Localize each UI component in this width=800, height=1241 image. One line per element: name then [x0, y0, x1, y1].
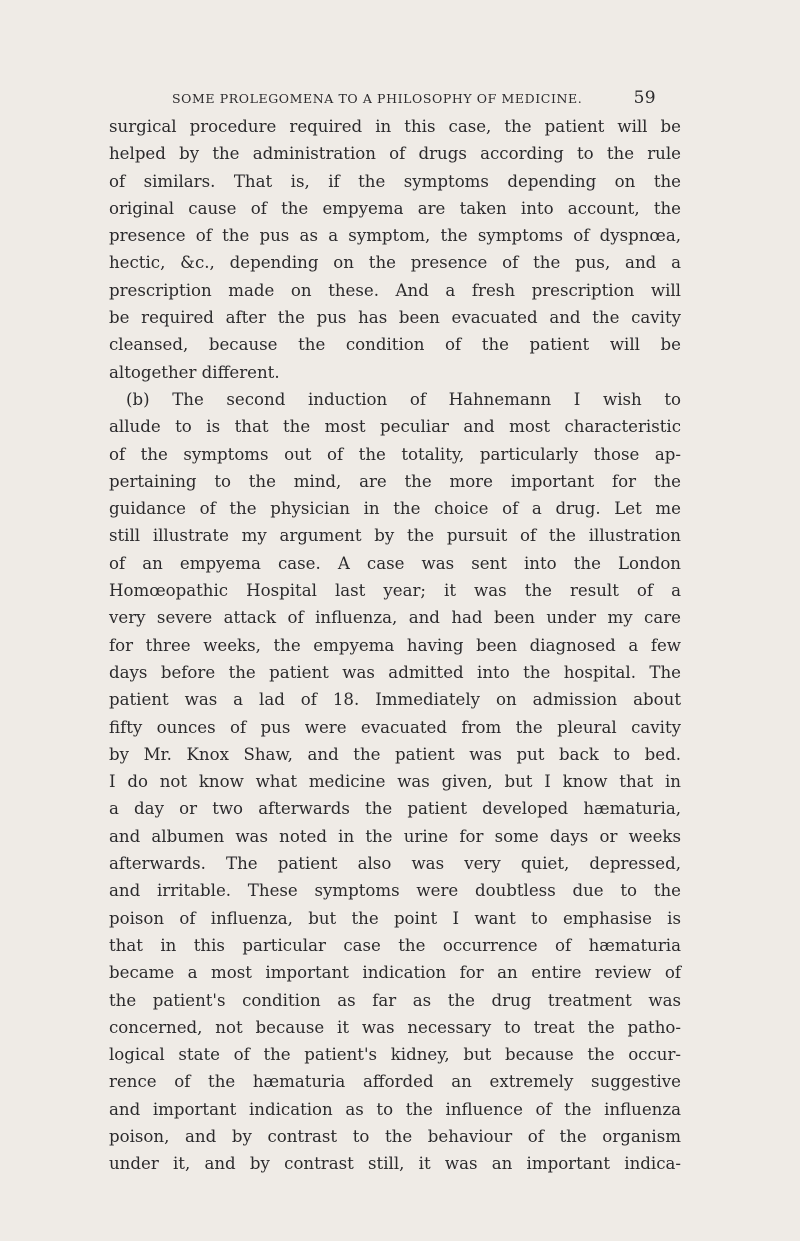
text-line: altogether different.	[109, 362, 280, 382]
text-line: allude to is that the most peculiar and most characteristic	[109, 417, 681, 437]
text-line: afterwards. The patient also was very quiet, depressed,	[109, 854, 681, 874]
text-line: patient was a lad of 18. Immediately on admission about	[109, 690, 681, 710]
text-line: poison, and by contrast to the behaviour of the organism	[109, 1126, 681, 1146]
text-line: by Mr. Knox Shaw, and the patient was put back to bed.	[109, 744, 681, 764]
text-line: fifty ounces of pus were evacuated from the pleural cavity	[109, 717, 681, 737]
text-line: original cause of the empyema are taken into account, the	[109, 198, 681, 218]
running-head-title: SOME PROLEGOMENA TO A PHILOSOPHY OF MEDICINE.	[172, 91, 583, 106]
text-line: helped by the administration of drugs according to the rule	[109, 144, 681, 164]
text-line: pertaining to the mind, are the more important for the	[109, 471, 681, 491]
text-line: became a most important indication for an entire review of	[109, 963, 681, 983]
text-line: of similars. That is, if the symptoms depending on the	[109, 171, 681, 191]
text-line: Homœopathic Hospital last year; it was the result of a	[109, 581, 681, 601]
text-line: of the symptoms out of the totality, particularly those ap-	[109, 444, 681, 464]
text-line: rence of the hæmaturia afforded an extremely suggestive	[109, 1072, 681, 1092]
text-line: days before the patient was admitted into the hospital. The	[109, 662, 681, 682]
text-line: under it, and by contrast still, it was an important indica-	[109, 1154, 681, 1174]
text-line: very severe attack of influenza, and had been under my care	[109, 608, 681, 628]
text-line: (b) The second induction of Hahnemann I wish to	[126, 389, 681, 409]
text-line: poison of influenza, but the point I want to emphasise is	[109, 908, 681, 928]
text-line: presence of the pus as a symptom, the symptoms of dyspnœa,	[109, 226, 681, 246]
text-line: a day or two afterwards the patient developed hæmaturia,	[109, 799, 681, 819]
text-line: and irritable. These symptoms were doubtless due to the	[109, 881, 681, 901]
text-line: that in this particular case the occurrence of hæmaturia	[109, 935, 681, 955]
text-line: logical state of the patient's kidney, but because the occur-	[109, 1045, 681, 1065]
text-line: surgical procedure required in this case, the patient will be	[109, 117, 681, 136]
page-number: 59	[633, 88, 656, 108]
text-line: of an empyema case. A case was sent into the London	[109, 553, 681, 573]
text-line: for three weeks, the empyema having been diagnosed a few	[109, 635, 681, 655]
text-line: guidance of the physician in the choice of a drug. Let me	[109, 499, 681, 519]
text-line: I do not know what medicine was given, but I know that in	[109, 772, 681, 792]
text-line: the patient's condition as far as the drug treatment was	[109, 990, 681, 1010]
body-text	[109, 113, 681, 1178]
text-line: and important indication as to the influence of the influenza	[109, 1099, 681, 1119]
text-line: hectic, &c., depending on the presence of the pus, and a	[109, 253, 681, 273]
text-line: and albumen was noted in the urine for some days or weeks	[109, 826, 681, 846]
text-line: still illustrate my argument by the pursuit of the illustration	[109, 526, 681, 546]
text-line: concerned, not because it was necessary to treat the patho-	[109, 1017, 681, 1037]
text-line: be required after the pus has been evacuated and the cavity	[109, 308, 681, 328]
text-line: cleansed, because the condition of the patient will be	[109, 335, 681, 355]
running-head	[172, 88, 656, 108]
text-line: prescription made on these. And a fresh prescription will	[109, 280, 681, 300]
